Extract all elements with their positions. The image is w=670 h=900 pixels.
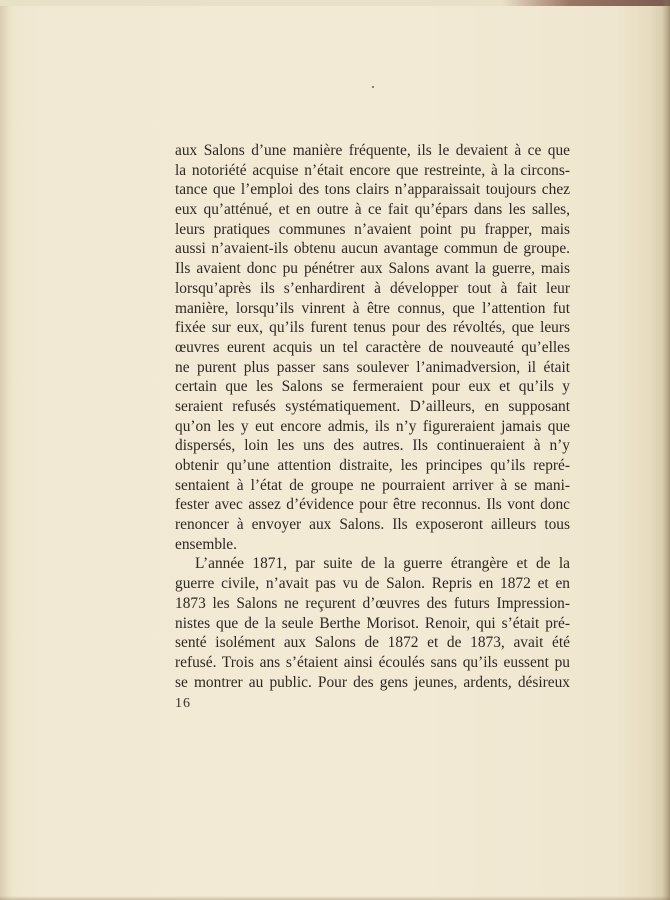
text-line: sentaient à l’état de groupe ne pourraient arriver à se mani- bbox=[175, 476, 570, 494]
text-line: renoncer à envoyer aux Salons. Ils exposeront ailleurs tous bbox=[175, 516, 570, 534]
text-line: 1873 les Salons ne reçurent d’œuvres des futurs Impression- bbox=[175, 594, 570, 612]
text-line: Ils avaient donc pu pénétrer aux Salons avant la guerre, mais bbox=[175, 260, 570, 278]
text-line: leurs pratiques communes n’avaient point pu frapper, mais bbox=[175, 220, 570, 238]
text-line: senté isolément aux Salons de 1872 et de 1873, avait été bbox=[175, 634, 570, 652]
text-line: se montrer au public. Pour des gens jeunes, ardents, désireux bbox=[175, 673, 570, 691]
text-line: manière, lorsqu’ils vinrent à être connus, que l’attention fut bbox=[175, 299, 570, 317]
page-right-edge bbox=[662, 0, 670, 900]
body-text bbox=[175, 141, 570, 692]
paragraph-start-line: L’année 1871, par suite de la guerre étrangère et de la bbox=[195, 555, 570, 573]
text-line: fixée sur eux, qu’ils furent tenus pour des révoltés, que leurs bbox=[175, 319, 570, 337]
text-line: œuvres eurent acquis un tel caractère de nouveauté qu’elles bbox=[175, 338, 570, 356]
text-line: guerre civile, n’avait pas vu de Salon. Repris en 1872 et en bbox=[175, 575, 570, 593]
page-number: 16 bbox=[175, 696, 191, 711]
page-top-edge bbox=[0, 0, 670, 6]
text-line: eux qu’atténué, et en outre à ce fait qu’épars dans les salles, bbox=[175, 201, 570, 219]
text-line: lorsqu’après ils s’enhardirent à développer tout à fait leur bbox=[175, 279, 570, 297]
page-left-fold bbox=[0, 0, 14, 900]
paragraph-end-line: ensemble. bbox=[175, 535, 237, 553]
text-line: aussi n’avaient-ils obtenu aucun avantage commun de groupe. bbox=[175, 240, 570, 258]
text-line: qu’on les y eut encore admis, ils n’y figureraient jamais que bbox=[175, 417, 570, 435]
text-line: obtenir qu’une attention distraite, les principes qu’ils repré- bbox=[175, 457, 570, 474]
paper-speck bbox=[372, 86, 374, 88]
text-line: refusé. Trois ans s’étaient ainsi écoulés sans qu’ils eussent pu bbox=[175, 653, 570, 671]
page-bottom-edge bbox=[0, 896, 670, 900]
text-line: fester avec assez d’évidence pour être reconnus. Ils vont donc bbox=[175, 496, 570, 514]
text-line: seraient refusés systématiquement. D’ailleurs, en supposant bbox=[175, 397, 570, 415]
text-line: nistes que de la seule Berthe Morisot. Renoir, qui s’était pré- bbox=[175, 614, 570, 632]
text-line: la notoriété acquise n’était encore que restreinte, à la circons- bbox=[175, 161, 570, 179]
text-line: ne purent plus passer sans soulever l’animadversion, il était bbox=[175, 358, 570, 376]
text-line: tance que l’emploi des tons clairs n’apparaissait toujours chez bbox=[175, 181, 570, 199]
text-line: certain que les Salons se fermeraient pour eux et qu’ils y bbox=[175, 378, 570, 396]
text-line: dispersés, loin les uns des autres. Ils continueraient à n’y bbox=[175, 437, 570, 455]
text-line: aux Salons d’une manière fréquente, ils le devaient à ce que bbox=[175, 142, 570, 159]
